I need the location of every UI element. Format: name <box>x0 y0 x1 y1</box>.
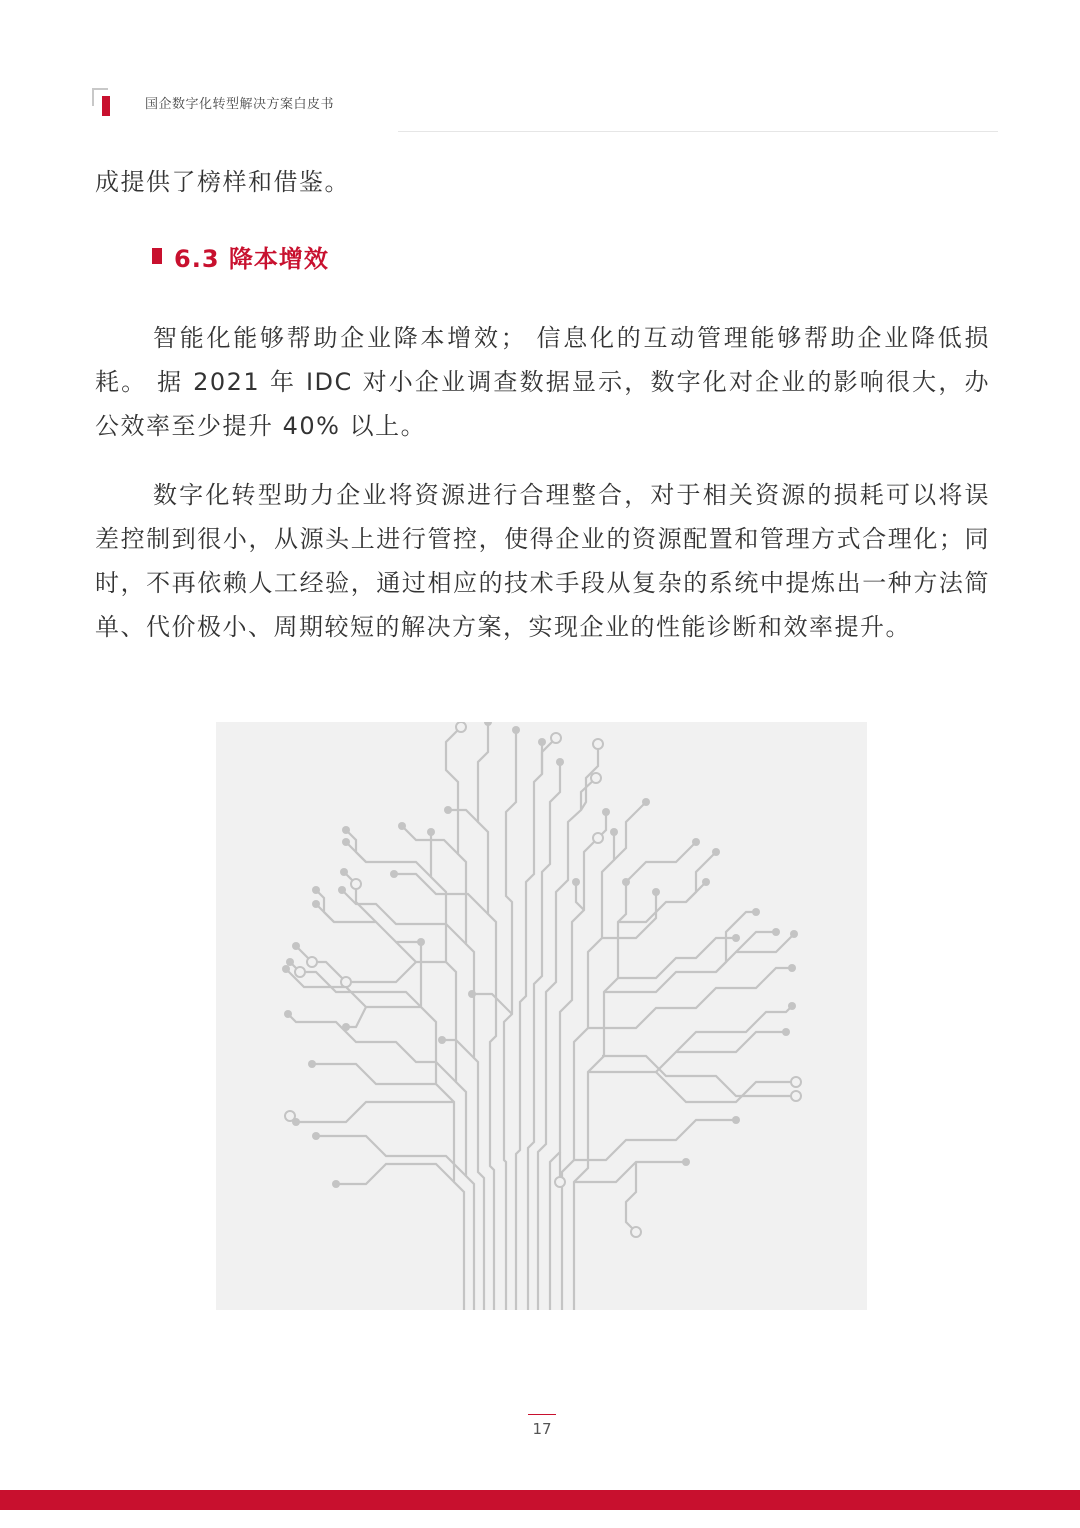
brand-logo-icon <box>92 88 114 116</box>
paragraph-2: 数字化转型助力企业将资源进行合理整合，对于相关资源的损耗可以将误差控制到很小，从源头上进行管控，使得企业的资源配置和管理方式合理化；同时，不再依赖人工经验，通过相应的技术手段从复杂的系统中提炼出一种方法简单、代价极小、周期较短的解决方案，实现企业的性能诊断和效率提升。 <box>95 481 990 641</box>
circuit-tree-icon <box>216 722 867 1310</box>
page-number-rule <box>528 1414 556 1415</box>
circuit-tree-figure <box>216 722 867 1310</box>
paragraph-continuation: 成提供了榜样和借鉴。 <box>95 168 350 196</box>
footer-bar <box>0 1490 1080 1510</box>
logo-frame-left <box>92 88 94 106</box>
section-heading <box>152 240 329 272</box>
header-divider <box>398 131 998 132</box>
header-title: 国企数字化转型解决方案白皮书 <box>145 97 335 112</box>
section-marker-icon <box>152 248 162 264</box>
page-number: 17 <box>532 1420 552 1438</box>
paragraph-1: 智能化能够帮助企业降本增效； 信息化的互动管理能够帮助企业降低损耗。 据 2021 年 IDC 对小企业调查数据显示，数字化对企业的影响很大，办公效率至少提升 40% 以上。 <box>95 324 990 440</box>
logo-red-bar <box>102 96 110 116</box>
section-title: 6.3 降本增效 <box>174 244 329 273</box>
